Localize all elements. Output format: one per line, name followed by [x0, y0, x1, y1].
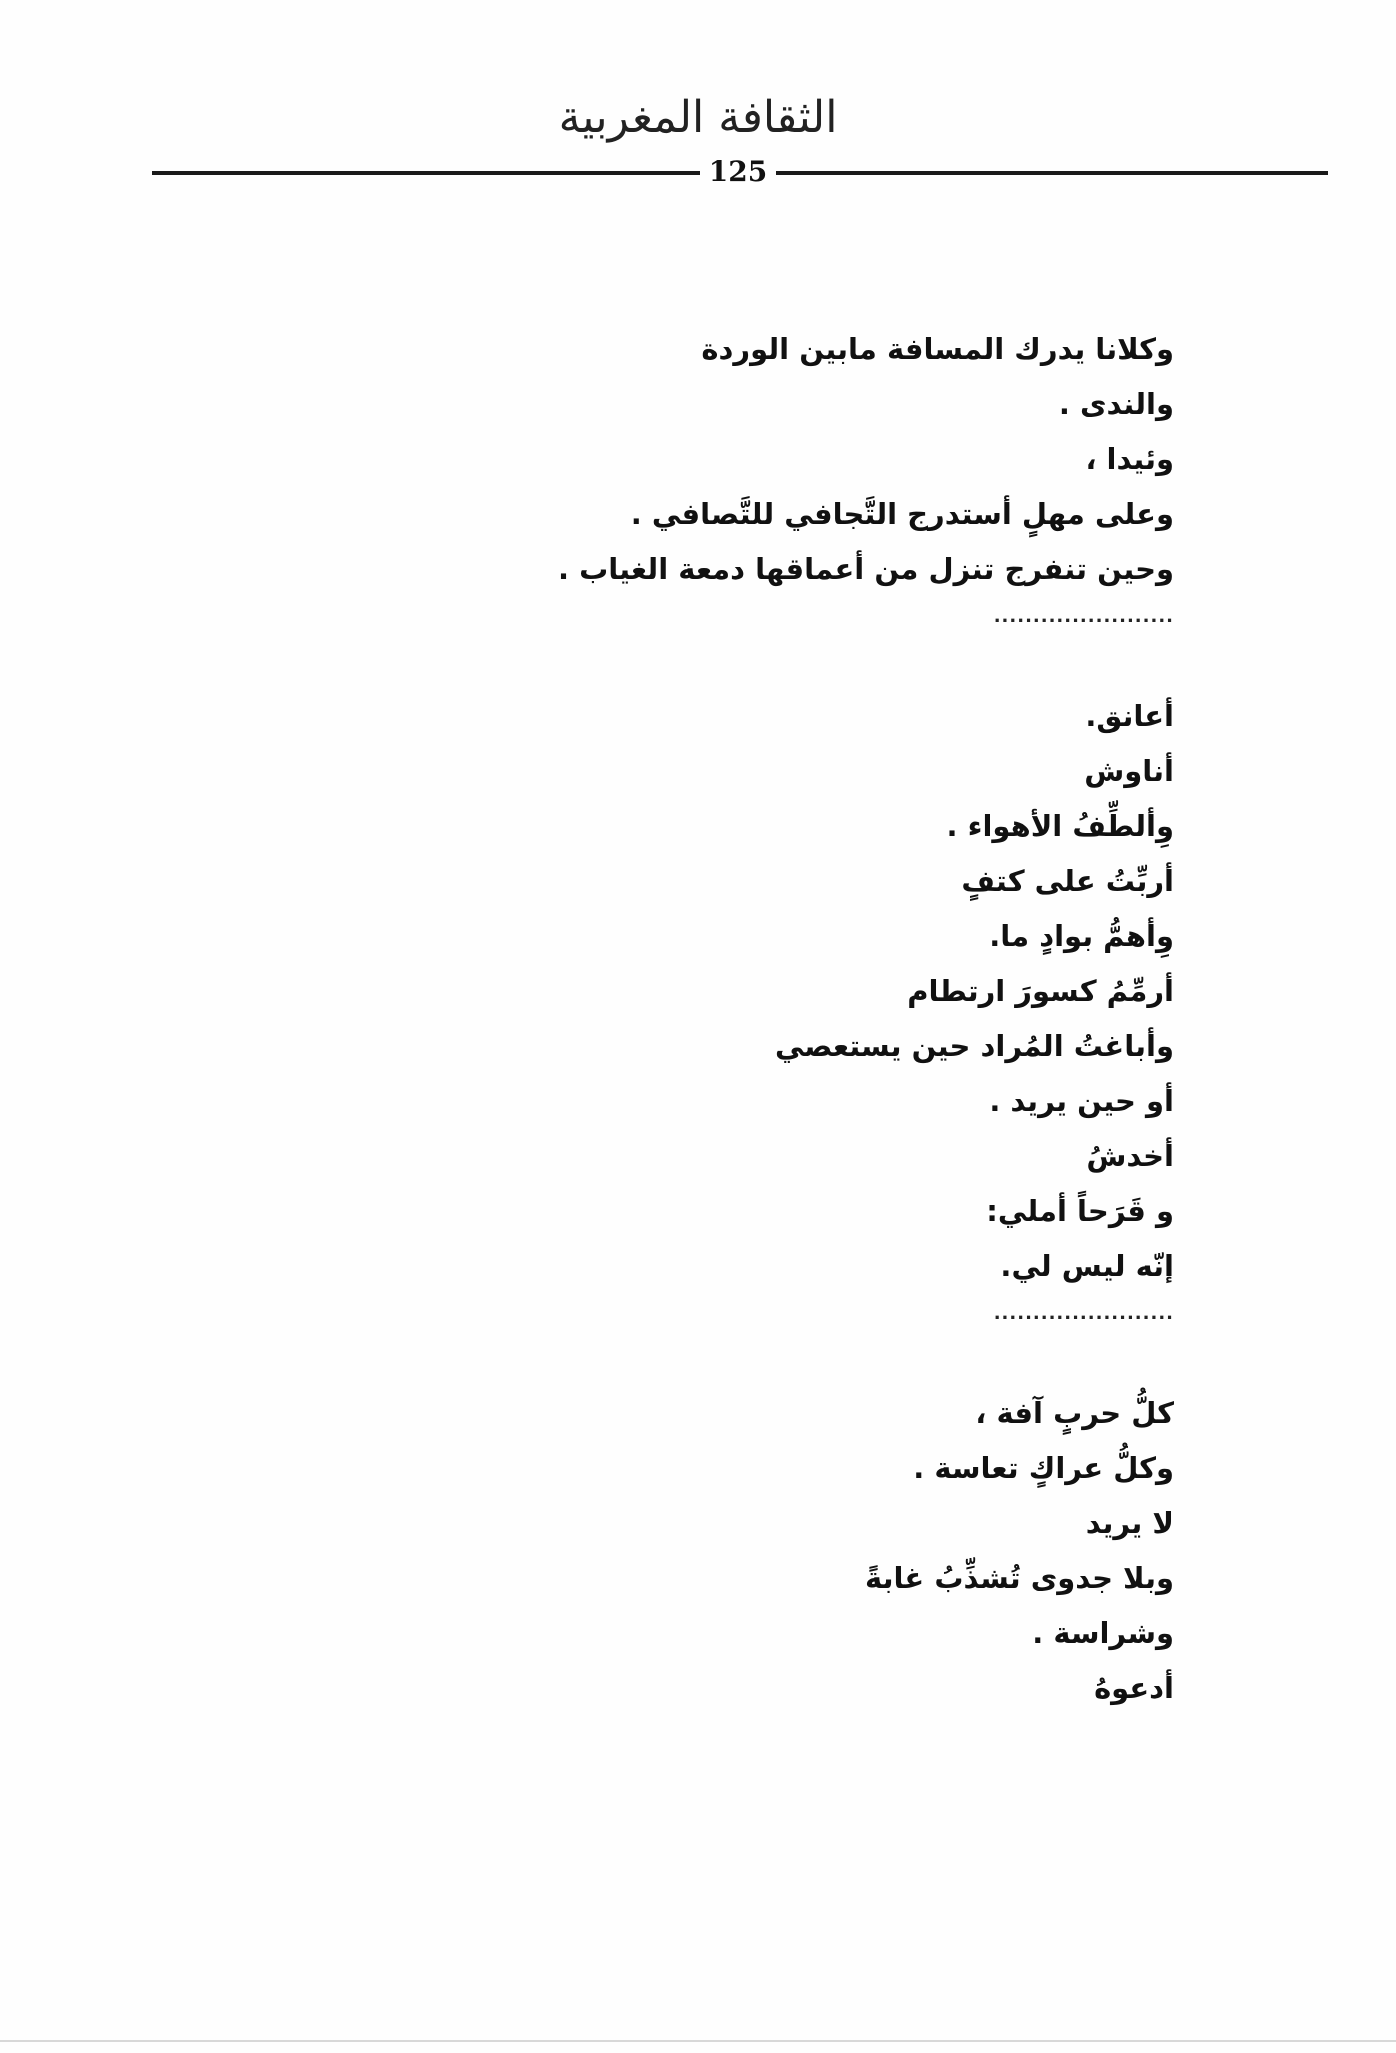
poem-line: أرمِّمُ كسورَ ارتطام	[907, 974, 1174, 1008]
poem-line: والندى .	[1058, 387, 1174, 421]
poem-line: وشراسة .	[1032, 1616, 1174, 1650]
poem-line: أخدشُ	[1086, 1139, 1174, 1173]
poem-line: وبلا جدوى تُشذِّبُ غابةً	[865, 1561, 1174, 1595]
poem-line: إنّه ليس لي.	[1000, 1249, 1174, 1283]
page-bottom-edge	[0, 2040, 1396, 2042]
stanza-gap	[414, 1334, 1174, 1386]
journal-title: الثقافة المغربية	[558, 92, 838, 143]
header-rule-left	[152, 171, 700, 175]
poem-line: لا يريد	[1085, 1506, 1174, 1540]
poem-body	[414, 322, 1174, 1716]
poem-line: وِأهمُّ بوادٍ ما.	[989, 919, 1174, 953]
page-number: 125	[708, 155, 768, 188]
poem-line: وئيدا ،	[1085, 442, 1174, 476]
poem-line: وِألطِّفُ الأهواء .	[946, 809, 1174, 843]
poem-line: أناوش	[1084, 754, 1174, 788]
stanza-gap	[414, 637, 1174, 689]
poem-line: و قَرَحاً أملي:	[986, 1194, 1174, 1228]
poem-line: وكلُّ عراكٍ تعاسة .	[913, 1451, 1174, 1485]
poem-line: وحين تنفرج تنزل من أعماقها دمعة الغياب .	[557, 552, 1174, 586]
poem-line: وعلى مهلٍ أستدرج التَّجافي للتَّصافي .	[630, 497, 1174, 531]
poem-line: أعانق.	[1085, 699, 1174, 733]
header-rule-right	[776, 171, 1328, 175]
poem-line: وأباغتُ المُراد حين يستعصي	[774, 1029, 1174, 1063]
stanza-3	[414, 1386, 1174, 1716]
poem-line: أدعوهُ	[1094, 1671, 1174, 1705]
poem-line: أو حين يريد .	[989, 1084, 1174, 1118]
poem-line: كلُّ حربٍ آفة ،	[975, 1396, 1174, 1430]
stanza-2	[414, 689, 1174, 1334]
stanza-separator: .......................	[993, 1303, 1174, 1324]
poem-line: وكلانا يدرك المسافة مابين الوردة	[701, 332, 1174, 366]
stanza-separator: .......................	[993, 606, 1174, 627]
poem-line: أربِّتُ على كتفٍ	[961, 864, 1174, 898]
stanza-1	[414, 322, 1174, 637]
